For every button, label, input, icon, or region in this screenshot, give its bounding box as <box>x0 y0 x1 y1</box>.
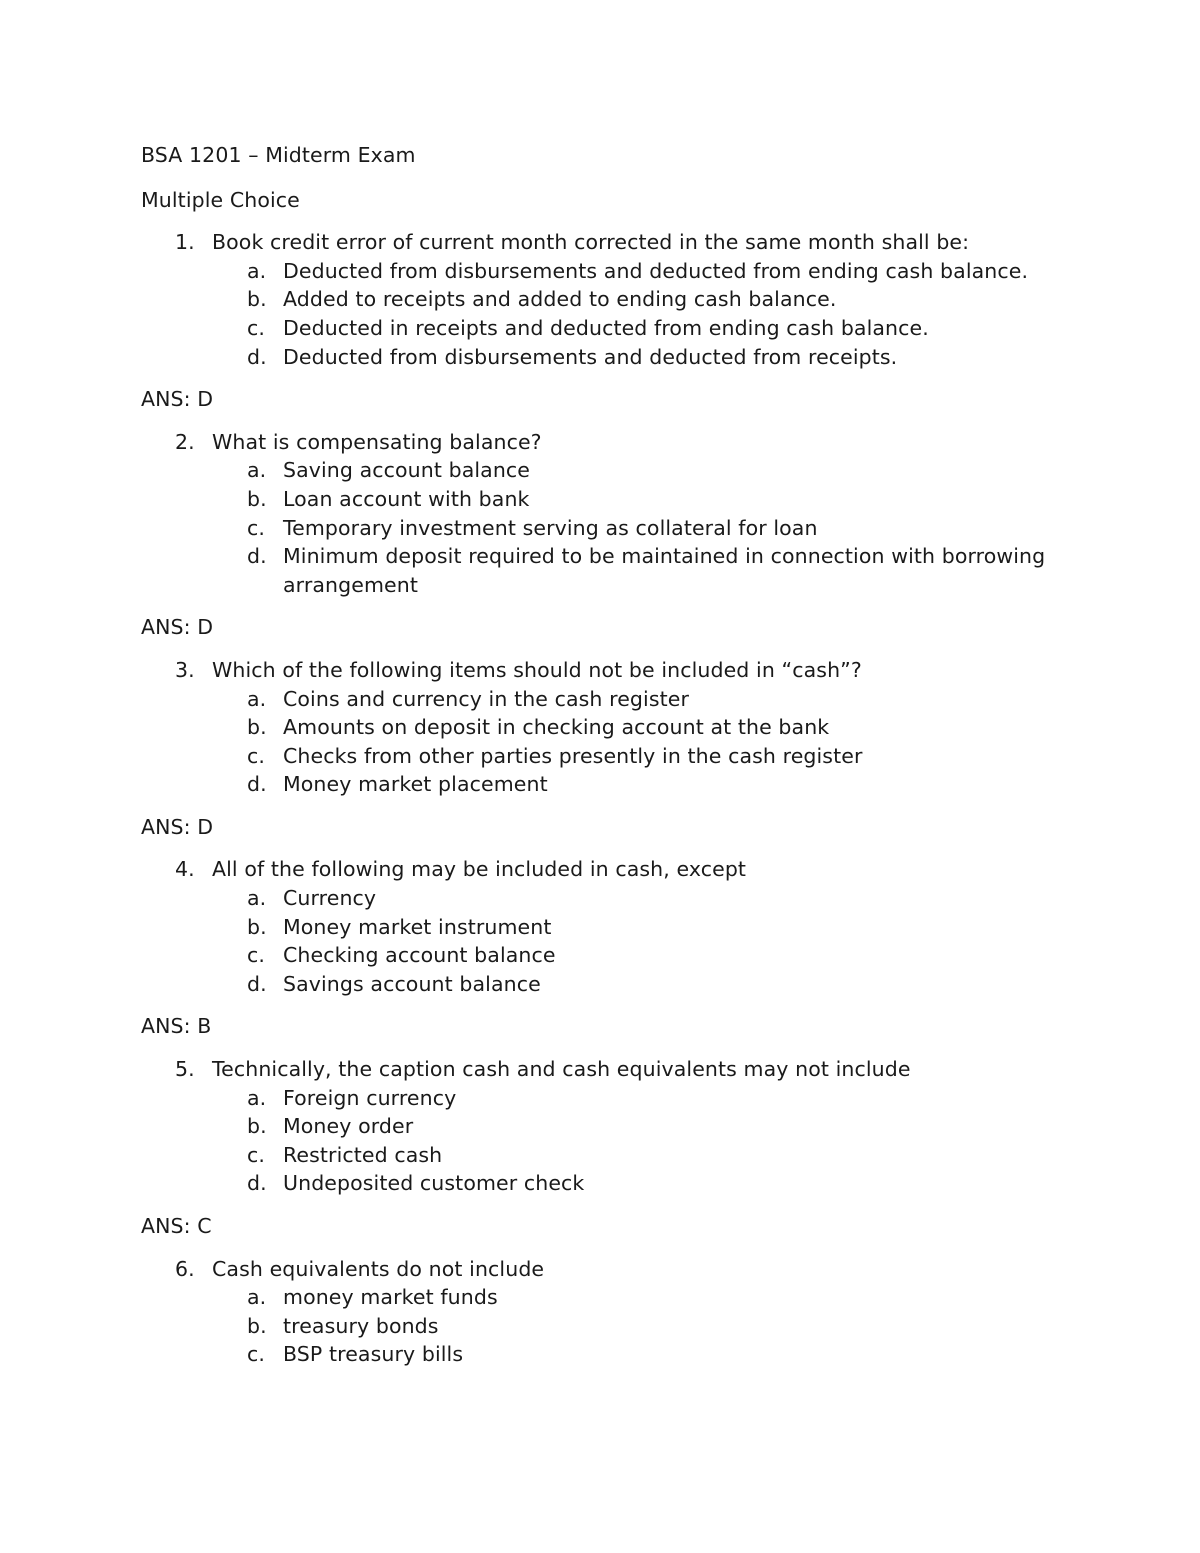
option-label: a. <box>247 686 267 711</box>
question-text <box>141 428 1081 457</box>
question-number: 1. <box>175 230 195 255</box>
option-item <box>141 1283 1081 1312</box>
option-text: Checking account balance <box>283 943 556 968</box>
option-list <box>141 1283 1081 1369</box>
section-heading: Multiple Choice <box>141 187 300 212</box>
answer-key: ANS: D <box>141 814 214 839</box>
question-number: 6. <box>175 1256 195 1281</box>
option-label: a. <box>247 1085 267 1110</box>
option-item <box>141 1340 1081 1369</box>
option-label: a. <box>247 258 267 283</box>
option-item <box>141 1141 1081 1170</box>
option-text: Temporary investment serving as collateral for loan <box>283 515 818 540</box>
question-stem: Which of the following items should not be included in “cash”? <box>212 657 862 682</box>
question-stem: Cash equivalents do not include <box>212 1256 545 1281</box>
question-block <box>141 656 1081 842</box>
option-label: a. <box>247 458 267 483</box>
option-item <box>141 941 1081 970</box>
option-label: b. <box>247 914 267 939</box>
option-text: Checks from other parties presently in the cash register <box>283 743 863 768</box>
option-list <box>141 456 1081 599</box>
option-text: Money order <box>283 1114 414 1139</box>
option-label: b. <box>247 486 267 511</box>
option-list <box>141 257 1081 371</box>
option-item <box>141 713 1081 742</box>
option-label: c. <box>247 1342 265 1367</box>
option-text: Minimum deposit required to be maintained in connection with borrowing arrangement <box>283 544 1046 597</box>
option-item <box>141 514 1081 543</box>
option-item <box>141 485 1081 514</box>
option-label: d. <box>247 772 267 797</box>
question-text <box>141 228 1081 257</box>
option-label: b. <box>247 1114 267 1139</box>
option-label: c. <box>247 743 265 768</box>
option-text: Restricted cash <box>283 1142 443 1167</box>
option-label: d. <box>247 1171 267 1196</box>
question-stem: What is compensating balance? <box>212 429 542 454</box>
question-list <box>141 228 1081 1369</box>
option-label: d. <box>247 971 267 996</box>
option-label: c. <box>247 315 265 340</box>
option-item <box>141 456 1081 485</box>
option-label: d. <box>247 544 267 569</box>
option-text: Deducted in receipts and deducted from ending cash balance. <box>283 315 929 340</box>
option-text: Savings account balance <box>283 971 541 996</box>
question-text <box>141 855 1081 884</box>
question-stem: Technically, the caption cash and cash equivalents may not include <box>212 1057 911 1082</box>
option-text: Added to receipts and added to ending cash balance. <box>283 287 837 312</box>
document-content <box>141 141 1081 1369</box>
option-item <box>141 742 1081 771</box>
option-item <box>141 285 1081 314</box>
option-label: c. <box>247 515 265 540</box>
question-text <box>141 1255 1081 1284</box>
option-text: BSP treasury bills <box>283 1342 464 1367</box>
option-text: money market funds <box>283 1285 498 1310</box>
option-label: b. <box>247 287 267 312</box>
question-stem: All of the following may be included in cash, except <box>212 857 747 882</box>
option-list <box>141 884 1081 998</box>
option-item <box>141 1084 1081 1113</box>
option-item <box>141 314 1081 343</box>
question-block <box>141 428 1081 642</box>
option-text: Foreign currency <box>283 1085 457 1110</box>
option-text: Money market instrument <box>283 914 552 939</box>
option-item <box>141 913 1081 942</box>
option-label: a. <box>247 1285 267 1310</box>
option-text: Coins and currency in the cash register <box>283 686 690 711</box>
option-text: Currency <box>283 886 377 911</box>
question-number: 4. <box>175 857 195 882</box>
answer-key: ANS: B <box>141 1014 212 1039</box>
option-list <box>141 1084 1081 1198</box>
option-text: Saving account balance <box>283 458 531 483</box>
option-label: b. <box>247 1313 267 1338</box>
option-item <box>141 884 1081 913</box>
option-text: Deducted from disbursements and deducted from receipts. <box>283 344 898 369</box>
answer-key: ANS: D <box>141 615 214 640</box>
option-item <box>141 257 1081 286</box>
option-item <box>141 1112 1081 1141</box>
option-text: Amounts on deposit in checking account at the bank <box>283 715 830 740</box>
option-label: c. <box>247 943 265 968</box>
question-block <box>141 228 1081 414</box>
option-item <box>141 770 1081 799</box>
option-item <box>141 1312 1081 1341</box>
question-number: 5. <box>175 1057 195 1082</box>
option-list <box>141 685 1081 799</box>
option-label: c. <box>247 1142 265 1167</box>
answer-key: ANS: C <box>141 1214 212 1238</box>
option-item <box>141 970 1081 999</box>
option-item <box>141 343 1081 372</box>
question-block <box>141 855 1081 1041</box>
question-number: 2. <box>175 429 195 454</box>
option-item <box>141 685 1081 714</box>
option-item <box>141 542 1081 599</box>
option-label: d. <box>247 344 267 369</box>
question-text <box>141 1055 1081 1084</box>
option-label: a. <box>247 886 267 911</box>
question-block <box>141 1255 1081 1369</box>
option-item <box>141 1169 1081 1198</box>
option-text: Loan account with bank <box>283 486 530 511</box>
question-text <box>141 656 1081 685</box>
option-text: treasury bonds <box>283 1313 439 1338</box>
option-text: Deducted from disbursements and deducted from ending cash balance. <box>283 258 1029 283</box>
option-text: Undeposited customer check <box>283 1171 585 1196</box>
document-title: BSA 1201 – Midterm Exam <box>141 143 416 167</box>
question-stem: Book credit error of current month corrected in the same month shall be: <box>212 230 970 255</box>
question-number: 3. <box>175 657 195 682</box>
option-text: Money market placement <box>283 772 548 797</box>
option-label: b. <box>247 715 267 740</box>
question-block <box>141 1055 1081 1241</box>
answer-key: ANS: D <box>141 387 214 412</box>
